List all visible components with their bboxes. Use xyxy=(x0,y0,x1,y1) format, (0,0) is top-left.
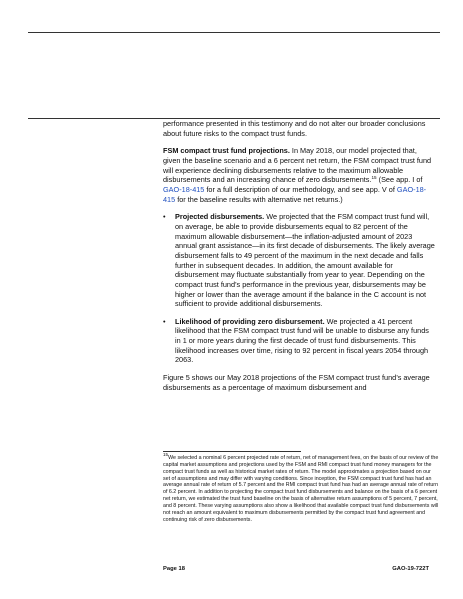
footnote-text: We selected a nominal 6 percent projected rate of return, net of management fees, on the basis of our review of the capital market assumptions and projections used by the FSM and RMI compact trust fund money managers for the compact trust funds as well as historical market rates of return. The model approximates a projection based on our set of assumptions and may differ with varying conditions. Since inception, the FSM compact trust fund has had an average annual rate of return of 5.7 percent and the RMI compact trust fund has had an average annual rate of return of 6.2 percent. In addition to projecting the compact trust fund disbursements and balance on the basis of a 6 percent net return, we estimated the trust fund baseline on the basis of alternative return assumptions of 5 percent, 7 percent, and 8 percent. These varying assumptions also show a likelihood that available compact trust fund disbursements will not reach an amount equivalent to maximum disbursements permitted by the compact trust fund agreement and continuing risk of zero disbursements. xyxy=(163,455,439,523)
section-text-4: for the baseline results with alternative net returns.) xyxy=(175,194,343,204)
bullet-text: We projected a 41 percent likelihood that the FSM compact trust fund will be unable to disburse any funds in 1 or more years during the first decade of trust fund disbursements. This likelihood increases over time, rising to 92 percent in fiscal years 2054 through 2063. xyxy=(175,316,429,365)
intro-paragraph: performance presented in this testimony and do not alter our broader conclusions about future risks to the compact trust funds. xyxy=(163,119,426,138)
bullet-projected-disbursements xyxy=(163,212,435,309)
report-link-2[interactable]: GAO-18-415 xyxy=(163,184,427,204)
page-number: Page 18 xyxy=(163,566,185,572)
body-text xyxy=(163,119,435,392)
section-heading: FSM compact trust fund projections. xyxy=(163,146,290,156)
report-link-1[interactable]: GAO-18-415 xyxy=(163,184,205,194)
bullet-zero-disbursement xyxy=(163,317,435,365)
section-text-2: (See app. I of xyxy=(376,175,423,185)
bullet-text: We projected that the FSM compact trust fund will, on average, be able to provide disbursements equal to 82 percent of the maximum allowable disbursement—the inflation-adjusted amount of 2023 annual grant assistance—in its first decade of disbursements. The likely average disbursement falls to 49 percent of the maximum in the next decade and falls further in subsequent decades. In addition, the amount available for disbursement may fluctuate substantially from year to year. Depending on the compact trust fund’s performance in the previous year, disbursements may be higher or lower than the average amount if the balance in the C account is not sufficient to provide additional disbursements. xyxy=(175,212,435,309)
footnote xyxy=(163,452,439,523)
fsm-projections-paragraph xyxy=(163,146,435,204)
bullet-title: Likelihood of providing zero disbursement. xyxy=(175,316,325,326)
footnote-number: 15 xyxy=(163,452,169,457)
closing-paragraph: Figure 5 shows our May 2018 projections of the FSM compact trust fund’s average disbursements as a percentage of maximum disbursement and xyxy=(163,373,430,392)
section-text-3: for a full description of our methodology, and see app. V of xyxy=(204,184,397,194)
footnote-divider xyxy=(163,451,301,452)
top-rule xyxy=(28,32,440,33)
bullet-marker: • xyxy=(163,316,166,326)
footnote-ref[interactable]: 15 xyxy=(371,175,377,181)
bullet-title: Projected disbursements. xyxy=(175,212,265,222)
document-id: GAO-19-722T xyxy=(392,566,429,572)
bullet-marker: • xyxy=(163,212,166,222)
section-text-1: In May 2018, our model projected that, given the baseline scenario and a 6 percent net return, the FSM compact trust fund will experience declining disbursements relative to the maximum allowable disbursements and an increasing chance of zero disbursements. xyxy=(163,146,432,185)
